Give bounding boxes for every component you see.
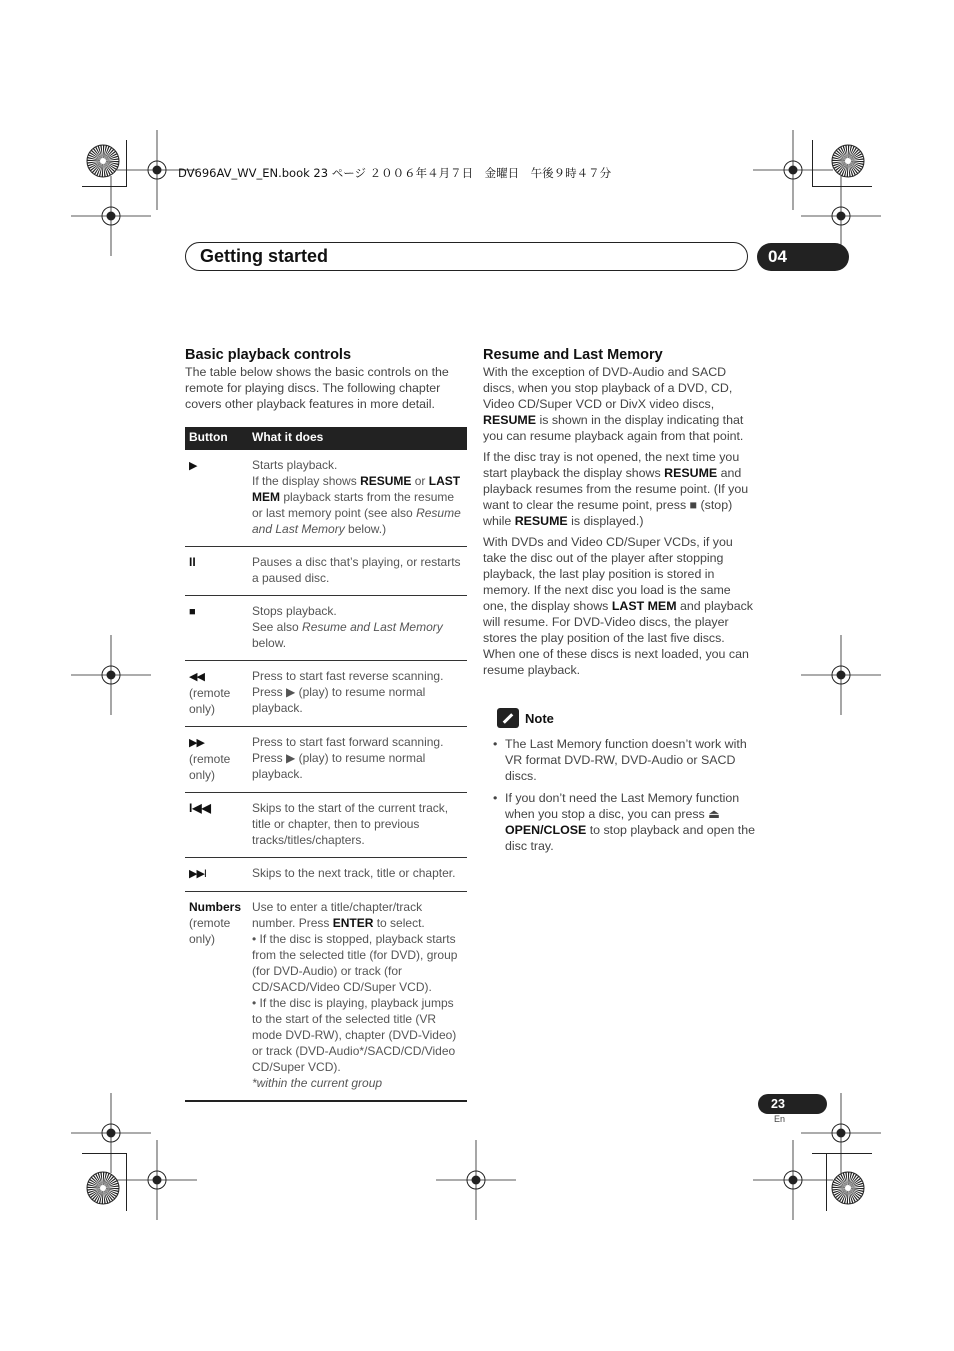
crosshair-icon bbox=[801, 635, 881, 715]
bold-term: OPEN/CLOSE bbox=[505, 823, 587, 837]
controls-table-body bbox=[185, 450, 467, 1101]
bold-term: ENTER bbox=[332, 916, 374, 930]
table-row bbox=[185, 596, 467, 661]
bold-term: RESUME bbox=[360, 474, 412, 488]
description-cell: Starts playback. If the display shows RESUME or LAST MEM playback starts from the resume or last memory point (see also Resume and Last Memory below.) bbox=[252, 450, 467, 547]
button-cell bbox=[185, 858, 252, 892]
description-cell: Skips to the next track, title or chapter. bbox=[252, 858, 467, 892]
button-note: (remote only) bbox=[189, 686, 231, 716]
description-cell: Stops playback. See also Resume and Last Memory below. bbox=[252, 596, 467, 661]
button-cell bbox=[185, 450, 252, 547]
bold-term: RESUME bbox=[483, 413, 537, 427]
header-what-it-does: What it does bbox=[252, 427, 467, 450]
crop-line bbox=[812, 140, 813, 186]
resume-paragraphs bbox=[483, 364, 758, 678]
table-row bbox=[185, 793, 467, 858]
right-column bbox=[483, 347, 758, 860]
registration-target-icon bbox=[85, 143, 121, 179]
note-item: • If you don’t need the Last Memory function when you stop a disc, you can press ⏏ OPEN/CLOSE to stop playback and open the disc tray. bbox=[493, 790, 758, 854]
registration-target-icon bbox=[830, 143, 866, 179]
description-cell: Pauses a disc that’s playing, or restarts a paused disc. bbox=[252, 547, 467, 596]
button-cell bbox=[185, 727, 252, 793]
table-row bbox=[185, 547, 467, 596]
crop-line bbox=[82, 186, 127, 187]
registration-target-icon bbox=[830, 1170, 866, 1206]
note-item: • The Last Memory function doesn’t work with VR format DVD-RW, DVD-Audio or SACD discs. bbox=[493, 736, 758, 784]
note-pencil-icon bbox=[497, 708, 519, 728]
table-row bbox=[185, 661, 467, 727]
bold-term: LAST MEM bbox=[611, 599, 677, 613]
bold-term: RESUME bbox=[514, 514, 568, 528]
description-cell: Skips to the start of the current track, title or chapter, then to previous tracks/titles/chapters. bbox=[252, 793, 467, 858]
bold-term: LAST MEM bbox=[252, 474, 461, 504]
header-button: Button bbox=[185, 427, 252, 450]
button-symbol: ◀◀ bbox=[189, 671, 204, 683]
section-heading-resume: Resume and Last Memory bbox=[483, 347, 663, 363]
table-row bbox=[185, 727, 467, 793]
table-row bbox=[185, 450, 467, 547]
crop-line bbox=[126, 1153, 127, 1211]
crosshair-icon bbox=[117, 1140, 197, 1220]
note-list bbox=[493, 736, 758, 854]
crop-line bbox=[812, 186, 872, 187]
chapter-title-bar bbox=[185, 242, 748, 271]
table-header-row bbox=[185, 427, 467, 450]
chapter-title: Getting started bbox=[200, 246, 329, 266]
crosshair-icon bbox=[71, 176, 151, 256]
button-note: (remote only) bbox=[189, 916, 231, 946]
table-row bbox=[185, 858, 467, 892]
crop-line bbox=[826, 1153, 827, 1211]
controls-table bbox=[185, 427, 467, 1102]
note-header bbox=[497, 708, 758, 728]
italic-term: *within the current group bbox=[252, 1076, 383, 1090]
button-cell bbox=[185, 547, 252, 596]
resume-paragraph: If the disc tray is not opened, the next time you start playback the display shows RESUME and playback resumes from the resume point. (If you want to clear the resume point, press ■ (stop) while RESUME is displayed.) bbox=[483, 450, 749, 528]
chapter-number-tab: 04 bbox=[757, 243, 849, 271]
description-cell: Press to start fast reverse scanning. Press ▶ (play) to resume normal playback. bbox=[252, 661, 467, 727]
crop-line bbox=[126, 140, 127, 186]
button-symbol: Numbers bbox=[189, 900, 242, 914]
button-cell bbox=[185, 661, 252, 727]
print-header: DV696AV_WV_EN.book 23 ページ ２００６年４月７日 金曜日 午後９時４７分 bbox=[178, 166, 612, 180]
button-symbol: ■ bbox=[189, 606, 195, 618]
crop-line bbox=[82, 1153, 127, 1154]
button-cell bbox=[185, 596, 252, 661]
italic-term: Resume and Last Memory bbox=[252, 506, 461, 536]
table-row bbox=[185, 892, 467, 1102]
page-number: 23 bbox=[758, 1094, 827, 1114]
description-cell: Use to enter a title/chapter/track number. Press ENTER to select. • If the disc is stopped, playback starts from the selected title (for DVD), group (for DVD-Audio) or track (for CD/SACD/Video CD/Super VCD). • If the disc is playing, playback jumps to the start of the selected title (VR mode DVD-RW), chapter (DVD-Video) or track (DVD-Audio*/SACD/CD/Video CD/Super VCD). *within the current group bbox=[252, 892, 467, 1102]
registration-target-icon bbox=[85, 1170, 121, 1206]
button-symbol: II bbox=[189, 555, 196, 569]
page-language: En bbox=[774, 1114, 786, 1124]
crosshair-icon bbox=[71, 635, 151, 715]
section-heading-basic-playback: Basic playback controls bbox=[185, 347, 352, 363]
button-note: (remote only) bbox=[189, 752, 231, 782]
italic-term: Resume and Last Memory bbox=[302, 620, 443, 634]
crop-line bbox=[812, 1153, 872, 1154]
bold-term: RESUME bbox=[664, 466, 718, 480]
button-symbol: ▶▶ bbox=[189, 737, 204, 749]
button-symbol: ▶▶I bbox=[189, 868, 206, 880]
button-cell bbox=[185, 892, 252, 1102]
left-column bbox=[185, 347, 467, 1102]
button-symbol: ▶ bbox=[189, 460, 197, 472]
crosshair-icon bbox=[436, 1140, 516, 1220]
intro-paragraph: The table below shows the basic controls on the remote for playing discs. The following chapter covers other playback features in more detail. bbox=[185, 365, 449, 411]
description-cell: Press to start fast forward scanning. Press ▶ (play) to resume normal playback. bbox=[252, 727, 467, 793]
button-symbol: I◀◀ bbox=[189, 801, 211, 815]
button-cell bbox=[185, 793, 252, 858]
resume-paragraph: With DVDs and Video CD/Super VCDs, if you take the disc out of the player after stopping playback, the last play position is stored in memory. If the next disc you load is the same one, the display shows LAST MEM and playback will resume. For DVD-Video discs, the player stores the play position of the last five discs. When one of these discs is next loaded, you can resume playback. bbox=[483, 535, 753, 677]
note-title: Note bbox=[525, 710, 554, 726]
resume-paragraph: With the exception of DVD-Audio and SACD discs, when you stop playback of a DVD, CD, Video CD/Super VCD or DivX video discs, RESUME is shown in the display indicating that you can resume playback again from that point. bbox=[483, 365, 744, 443]
